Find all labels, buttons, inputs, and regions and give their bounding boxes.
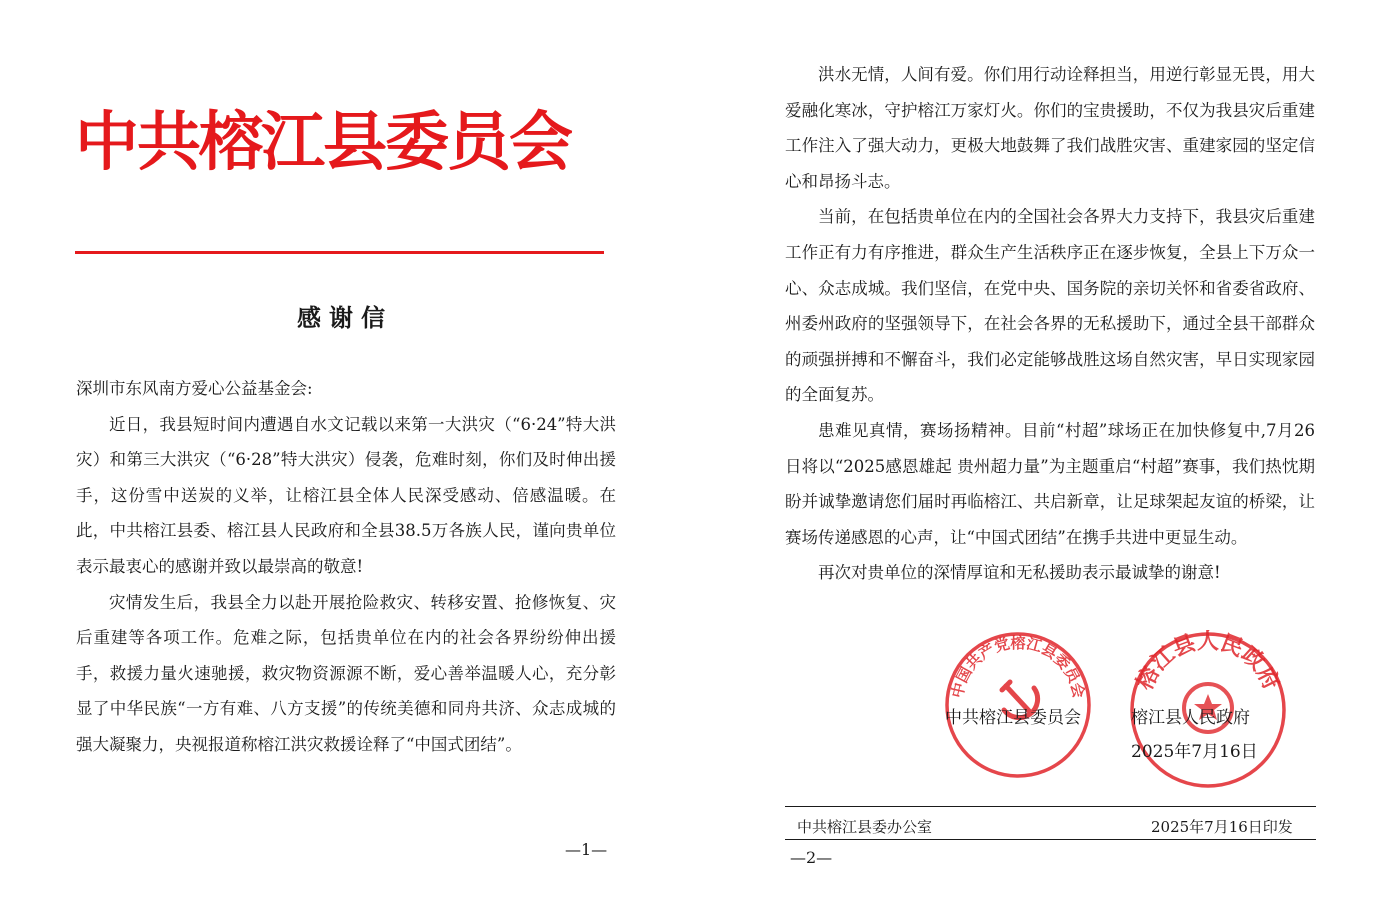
footer-print-date: 2025年7月16日印发 — [1151, 818, 1293, 836]
signature-government: 榕江县人民政府 — [1131, 708, 1250, 728]
letter-title: 感谢信 — [297, 303, 393, 332]
paragraph: 当前，在包括贵单位在内的全国社会各界大力支持下，我县灾后重建工作正有力有序推进，群众生产生活秩序正在逐步恢复，全县上下万众一心、众志成城。我们坚信，在党中央、国务院的亲切关怀和省委省政府、州委州政府的坚强领导下，在社会各界的无私援助下，通过全县干部群众的顽强拼搏和不懈奋斗，我们必定能够战胜这场自然灾害，早日实现家园的全面复苏。 — [785, 207, 1315, 405]
paragraph: 灾情发生后，我县全力以赴开展抢险救灾、转移安置、抢修恢复、灾后重建等各项工作。危难之际，包括贵单位在内的社会各界纷纷伸出援手，救援力量火速驰援，救灾物资源源不断，爱心善举温暖人心，充分彰显了中华民族“一方有难、八方支援”的传统美德和同舟共济、众志成城的强大凝聚力，央视报道称榕江洪灾救援诠释了“中国式团结”。 — [76, 592, 616, 754]
paragraph: 再次对贵单位的深情厚谊和无私援助表示最诚挚的谢意! — [818, 563, 1221, 583]
signature-party-committee: 中共榕江县委员会 — [945, 708, 1081, 728]
page2-body — [785, 57, 1315, 591]
footer-top-rule — [785, 806, 1316, 807]
svg-text:榕江县人民政府: 榕江县人民政府 — [1132, 630, 1284, 694]
footer-bottom-rule — [785, 839, 1316, 840]
svg-text:中国共产党榕江县委员会: 中国共产党榕江县委员会 — [948, 633, 1088, 700]
org-header-title: 中共榕江县委员会 — [75, 106, 571, 180]
paragraph: 近日，我县短时间内遭遇自水文记载以来第一大洪灾（“6·24”特大洪灾）和第三大洪灾（“6·28”特大洪灾）侵袭，危难时刻，你们及时伸出援手，这份雪中送炭的义举，让榕江县全体人民深受感动、倍感温暖。在此，中共榕江县委、榕江县人民政府和全县38.5万各族人民，谨向贵单位表示最衷心的感谢并致以最崇高的敬意! — [76, 414, 616, 576]
salutation: 深圳市东风南方爱心公益基金会: — [76, 379, 313, 398]
footer-issuer: 中共榕江县委办公室 — [797, 818, 933, 836]
paragraph: 患难见真情，赛场扬精神。目前“村超”球场正在加快修复中,7月26日将以“2025感恩雄起 贵州超力量”为主题重启“村超”赛事，我们热忱期盼并诚挚邀请您们届时再临榕江、共启新章，让足球架起友谊的桥梁，让赛场传递感恩的心声，让“中国式团结”在携手共进中更显生动。 — [785, 420, 1315, 547]
page-number-1: —1— — [565, 840, 608, 859]
paragraph: 洪水无情，人间有爱。你们用行动诠释担当，用逆行彰显无畏，用大爱融化寒冰，守护榕江万家灯火。你们的宝贵援助，不仅为我县灾后重建工作注入了强大动力，更极大地鼓舞了我们战胜灾害、重建家园的坚定信心和昂扬斗志。 — [785, 65, 1315, 191]
page1-body — [76, 371, 616, 763]
header-red-rule — [75, 251, 604, 254]
page-number-2: —2— — [790, 848, 833, 867]
signature-date: 2025年7月16日 — [1131, 742, 1258, 762]
